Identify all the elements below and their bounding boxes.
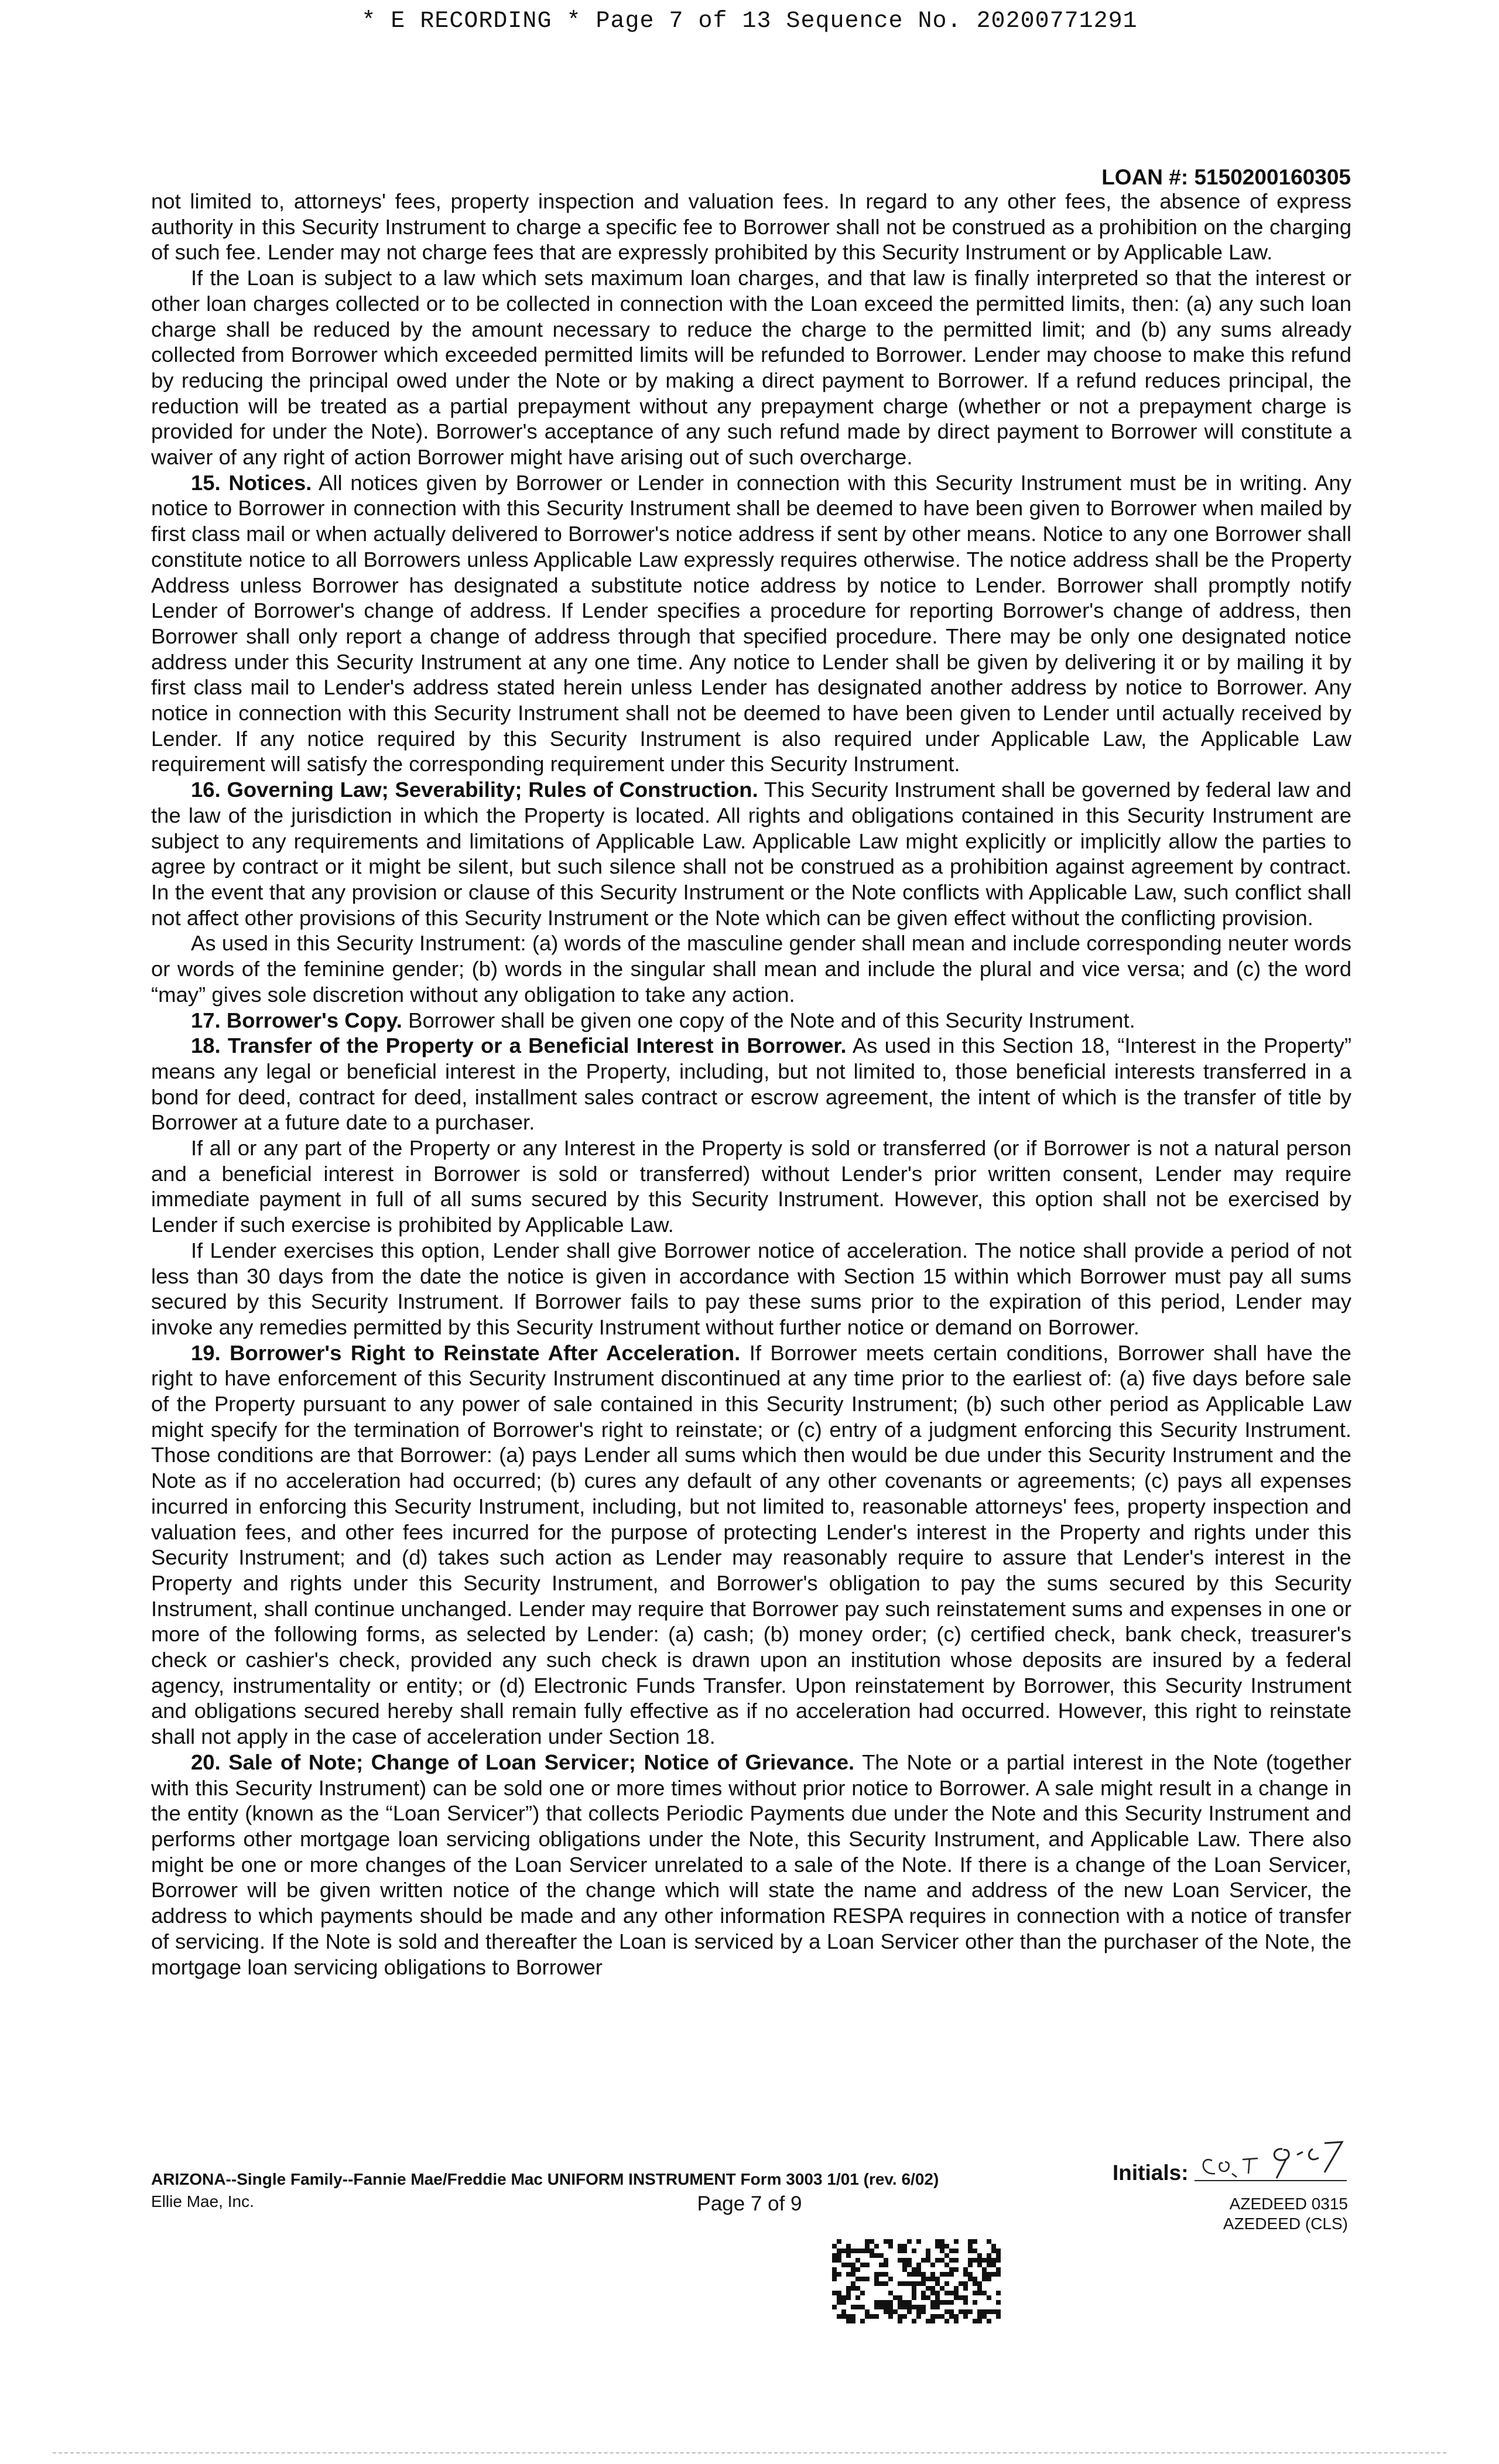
paragraph-acceleration: If Lender exercises this option, Lender shall give Borrower notice of acceleration. The notice shall provide a period of not less than 30 days from the date the notice is given in accordance with Section 15 within which Borrower must pay all sums secured by this Security Instrument. If Borrower fails to pay these sums prior to the expiration of this period, Lender may invoke any remedies permitted by this Security Instrument without further notice or demand on Borrower. (151, 1238, 1351, 1339)
section-heading: 18. Transfer of the Property or a Beneficial Interest in Borrower. (191, 1033, 847, 1058)
section-heading: 15. Notices. (191, 470, 312, 495)
form-code-cls: AZEDEED (CLS) (1223, 2215, 1348, 2233)
paragraph-transfer-consent: If all or any part of the Property or any Interest in the Property is sold or transferred (or if Borrower is not a natural person and a beneficial interest in Borrower is sold or transferred) without Lender's prior written consent, Lender may require immediate payment in full of all sums secured by this Security Instrument. However, this option shall not be exercised by Lender if such exercise is prohibited by Applicable Law. (151, 1136, 1351, 1237)
barcode-2d (831, 2238, 1001, 2325)
bottom-divider (53, 2452, 1446, 2453)
paragraph-continuation: not limited to, attorneys' fees, property inspection and valuation fees. In regard to any other fees, the absence of express authority in this Security Instrument to charge a specific fee to Borrower shall not be construed as a prohibition on the charging of such fee. Lender may not charge fees that are expressly prohibited by this Security Instrument or by Applicable Law. (151, 189, 1351, 265)
section-17-borrowers-copy: 17. Borrower's Copy. Borrower shall be given one copy of the Note and of this Security Instrument. (191, 1008, 1135, 1032)
company-name: Ellie Mae, Inc. (151, 2192, 254, 2210)
section-18-transfer: 18. Transfer of the Property or a Beneficial Interest in Borrower. As used in this Section 18, “Interest in the Property” means any legal or beneficial interest in the Property, including, but not limited to, those beneficial interests transferred in a bond for deed, contract for deed, installment sales contract or escrow agreement, the intent of which is the transfer of title by Borrower at a future date to a purchaser. (151, 1033, 1351, 1135)
section-heading: 16. Governing Law; Severability; Rules of Construction. (191, 778, 758, 802)
form-name: ARIZONA--Single Family--Fannie Mae/Freddie Mac UNIFORM INSTRUMENT Form 3003 1/01 (rev. 6/02) (151, 2170, 939, 2188)
loan-number: LOAN #: 5150200160305 (1101, 165, 1351, 189)
document-body (151, 189, 1351, 1980)
section-15-notices: 15. Notices. All notices given by Borrower or Lender in connection with this Security Instrument must be in writing. Any notice to Borrower in connection with this Security Instrument shall be deemed to have been given to Borrower when mailed by first class mail or when actually delivered to Borrower's notice address if sent by other means. Notice to any one Borrower shall constitute notice to all Borrowers unless Applicable Law expressly requires otherwise. The notice address shall be the Property Address unless Borrower has designated a substitute notice address by notice to Lender. Borrower shall promptly notify Lender of Borrower's change of address. If Lender specifies a procedure for reporting Borrower's change of address, then Borrower shall only report a change of address through that specified procedure. There may be only one designated notice address under this Security Instrument at any one time. Any notice to Lender shall be given by delivering it or by mailing it by first class mail to Lender's address stated herein unless Lender has designated another address by notice to Borrower. Any notice in connection with this Security Instrument shall not be deemed to have been given to Lender until actually received by Lender. If any notice required by this Security Instrument is also required under Applicable Law, the Applicable Law requirement will satisfy the corresponding requirement under this Security Instrument. (151, 470, 1351, 776)
recording-header: * E RECORDING * Page 7 of 13 Sequence No. 20200771291 (361, 8, 1138, 35)
section-19-reinstate: 19. Borrower's Right to Reinstate After Acceleration. If Borrower meets certain conditions, Borrower shall have the right to have enforcement of this Security Instrument discontinued at any time prior to the earliest of: (a) five days before sale of the Property pursuant to any power of sale contained in this Security Instrument; (b) such other period as Applicable Law might specify for the termination of Borrower's right to reinstate; or (c) entry of a judgment enforcing this Security Instrument. Those conditions are that Borrower: (a) pays Lender all sums which then would be due under this Security Instrument and the Note as if no acceleration had occurred; (b) cures any default of any other covenants or agreements; (c) pays all expenses incurred in enforcing this Security Instrument, including, but not limited to, reasonable attorneys' fees, property inspection and valuation fees, and other fees incurred for the purpose of protecting Lender's interest in the Property and rights under this Security Instrument; and (d) takes such action as Lender may reasonably require to assure that Lender's interest in the Property and rights under this Security Instrument, and Borrower's obligation to pay the sums secured by this Security Instrument, shall continue unchanged. Lender may require that Borrower pay such reinstatement sums and expenses in one or more of the following forms, as selected by Lender: (a) cash; (b) money order; (c) certified check, bank check, treasurer's check or cashier's check, provided any such check is drawn upon an institution whose deposits are insured by a federal agency, instrumentality or entity; or (d) Electronic Funds Transfer. Upon reinstatement by Borrower, this Security Instrument and obligations secured hereby shall remain fully effective as if no acceleration had occurred. However, this right to reinstate shall not apply in the case of acceleration under Section 18. (151, 1340, 1351, 1749)
section-16-governing-law: 16. Governing Law; Severability; Rules of Construction. This Security Instrument shall be governed by federal law and the law of the jurisdiction in which the Property is located. All rights and obligations contained in this Security Instrument are subject to any requirements and limitations of Applicable Law. Applicable Law might explicitly or implicitly allow the parties to agree by contract or it might be silent, but such silence shall not be construed as a prohibition against agreement by contract. In the event that any provision or clause of this Security Instrument or the Note conflicts with Applicable Law, such conflict shall not affect other provisions of this Security Instrument or the Note which can be given effect without the conflicting provision. (151, 778, 1351, 930)
section-heading: 19. Borrower's Right to Reinstate After Acceleration. (191, 1340, 741, 1365)
paragraph-loan-charges: If the Loan is subject to a law which sets maximum loan charges, and that law is finally interpreted so that the interest or other loan charges collected or to be collected in connection with the Loan exceed the permitted limits, then: (a) any such loan charge shall be reduced by the amount necessary to reduce the charge to the permitted limit; and (b) any sums already collected from Borrower which exceeded permitted limits will be refunded to Borrower. Lender may choose to make this refund by reducing the principal owed under the Note or by making a direct payment to Borrower. If a refund reduces principal, the reduction will be treated as a partial prepayment without any prepayment charge (whether or not a prepayment charge is provided for under the Note). Borrower's acceptance of any such refund made by direct payment to Borrower will constitute a waiver of any right of action Borrower might have arising out of such overcharge. (151, 266, 1351, 470)
section-heading: 20. Sale of Note; Change of Loan Servicer; Notice of Grievance. (191, 1750, 855, 1774)
paragraph-construction: As used in this Security Instrument: (a) words of the masculine gender shall mean and include corresponding neuter words or words of the feminine gender; (b) words in the singular shall mean and include the plural and vice versa; and (c) the word “may” gives sole discretion without any obligation to take any action. (151, 931, 1351, 1007)
form-code: AZEDEED 0315 (1229, 2195, 1348, 2213)
initials-signature (1189, 2131, 1353, 2185)
section-heading: 17. Borrower's Copy. (191, 1008, 402, 1032)
initials-label: Initials: (1113, 2161, 1189, 2185)
section-20-sale-of-note: 20. Sale of Note; Change of Loan Servicer; Notice of Grievance. The Note or a partial interest in the Note (together with this Security Instrument) can be sold one or more times without prior notice to Borrower. A sale might result in a change in the entity (known as the “Loan Servicer”) that collects Periodic Payments due under the Note and this Security Instrument and performs other mortgage loan servicing obligations under the Note, this Security Instrument, and Applicable Law. There also might be one or more changes of the Loan Servicer unrelated to a sale of the Note. If there is a change of the Loan Servicer, Borrower will be given written notice of the change which will state the name and address of the new Loan Servicer, the address to which payments should be made and any other information RESPA requires in connection with a notice of transfer of servicing. If the Note is sold and thereafter the Loan is serviced by a Loan Servicer other than the purchaser of the Note, the mortgage loan servicing obligations to Borrower (151, 1750, 1351, 1979)
page-number: Page 7 of 9 (697, 2192, 802, 2215)
